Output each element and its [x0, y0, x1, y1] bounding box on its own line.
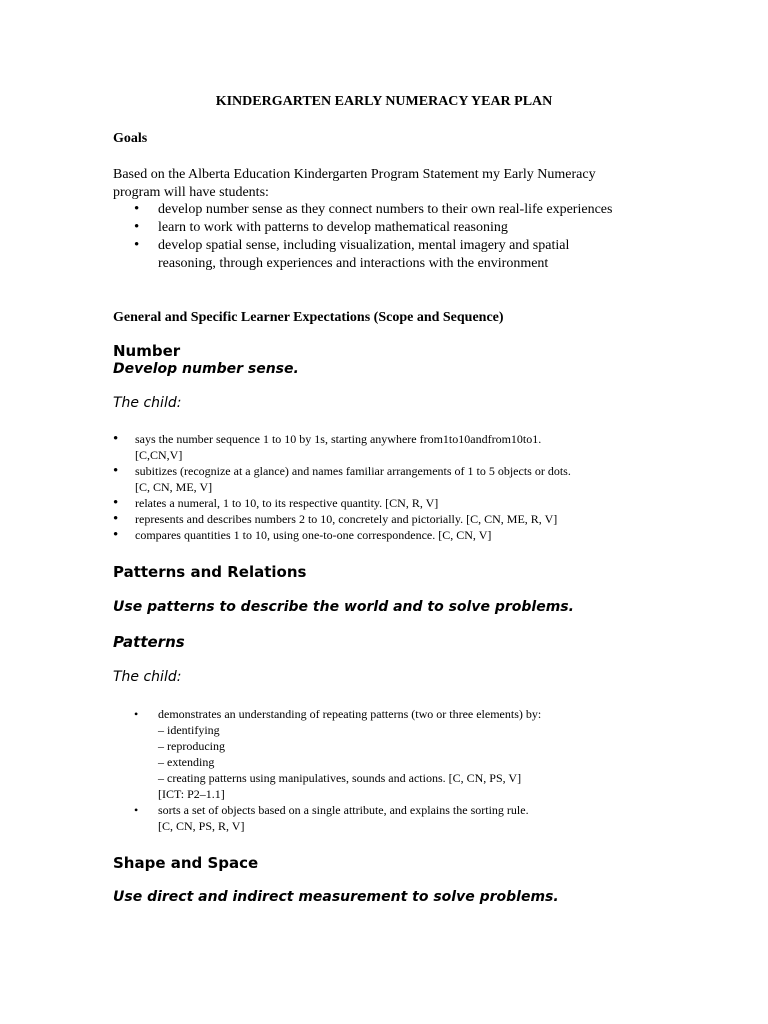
- list-item-text: compares quantities 1 to 10, using one-to-one correspondence. [C, CN, V]: [135, 528, 492, 542]
- list-item-text: – identifying: [158, 723, 220, 737]
- patterns-child-label: The child:: [113, 669, 182, 685]
- list-item-text: – creating patterns using manipulatives, sounds and actions. [C, CN, PS, V]: [158, 771, 522, 785]
- list-item: [113, 511, 571, 527]
- list-item-text: represents and describes numbers 2 to 10, concretely and pictorially. [C, CN, ME, R, V]: [135, 512, 558, 526]
- list-item-text: [C, CN, PS, R, V]: [158, 819, 245, 833]
- list-item: [113, 527, 571, 543]
- list-item-text: subitizes (recognize at a glance) and names familiar arrangements of 1 to 5 objects or dots.: [135, 464, 571, 478]
- list-item-text: [C, CN, ME, V]: [135, 480, 213, 494]
- goals-intro-line-2: program will have students:: [113, 185, 269, 200]
- number-child-label: The child:: [113, 395, 182, 411]
- goals-list: [113, 201, 612, 273]
- list-item: [113, 431, 571, 463]
- document-title: KINDERGARTEN EARLY NUMERACY YEAR PLAN: [215, 94, 553, 109]
- list-item: [113, 463, 571, 495]
- number-list: [113, 431, 571, 543]
- patterns-list: [113, 706, 541, 834]
- list-item: [113, 706, 541, 802]
- patterns-relations-heading: Patterns and Relations: [113, 563, 307, 581]
- list-item-text: says the number sequence 1 to 10 by 1s, starting anywhere from1to10andfrom10to1.: [135, 432, 542, 446]
- list-item-text: [C,CN,V]: [135, 448, 183, 462]
- list-item-text: sorts a set of objects based on a single attribute, and explains the sorting rule.: [158, 803, 529, 817]
- patterns-heading: Patterns: [113, 633, 185, 651]
- list-item-text: – reproducing: [158, 739, 225, 753]
- number-subheading: Develop number sense.: [113, 361, 299, 377]
- shape-space-subheading: Use direct and indirect measurement to solve problems.: [113, 889, 559, 905]
- list-item: • develop spatial sense, including visualization, mental imagery and spatial: [113, 237, 612, 255]
- list-item-continuation: reasoning, through experiences and interactions with the environment: [158, 256, 549, 271]
- list-item-text: – extending: [158, 755, 215, 769]
- goals-heading: Goals: [113, 131, 148, 146]
- number-heading: Number: [113, 342, 181, 360]
- goals-intro-line-1: Based on the Alberta Education Kindergarten Program Statement my Early Numeracy: [113, 167, 596, 182]
- list-item: • develop number sense as they connect numbers to their own real-life experiences: [113, 201, 612, 219]
- list-item: [113, 802, 541, 834]
- patterns-relations-subheading: Use patterns to describe the world and to solve problems.: [113, 599, 574, 615]
- list-item-text: [ICT: P2–1.1]: [158, 787, 225, 801]
- list-item-text: relates a numeral, 1 to 10, to its respective quantity. [CN, R, V]: [135, 496, 439, 510]
- shape-space-heading: Shape and Space: [113, 854, 259, 872]
- list-item: [113, 495, 571, 511]
- expectations-heading: General and Specific Learner Expectations (Scope and Sequence): [113, 310, 504, 325]
- list-item: • learn to work with patterns to develop mathematical reasoning: [113, 219, 612, 237]
- list-item-text: demonstrates an understanding of repeating patterns (two or three elements) by:: [158, 707, 542, 721]
